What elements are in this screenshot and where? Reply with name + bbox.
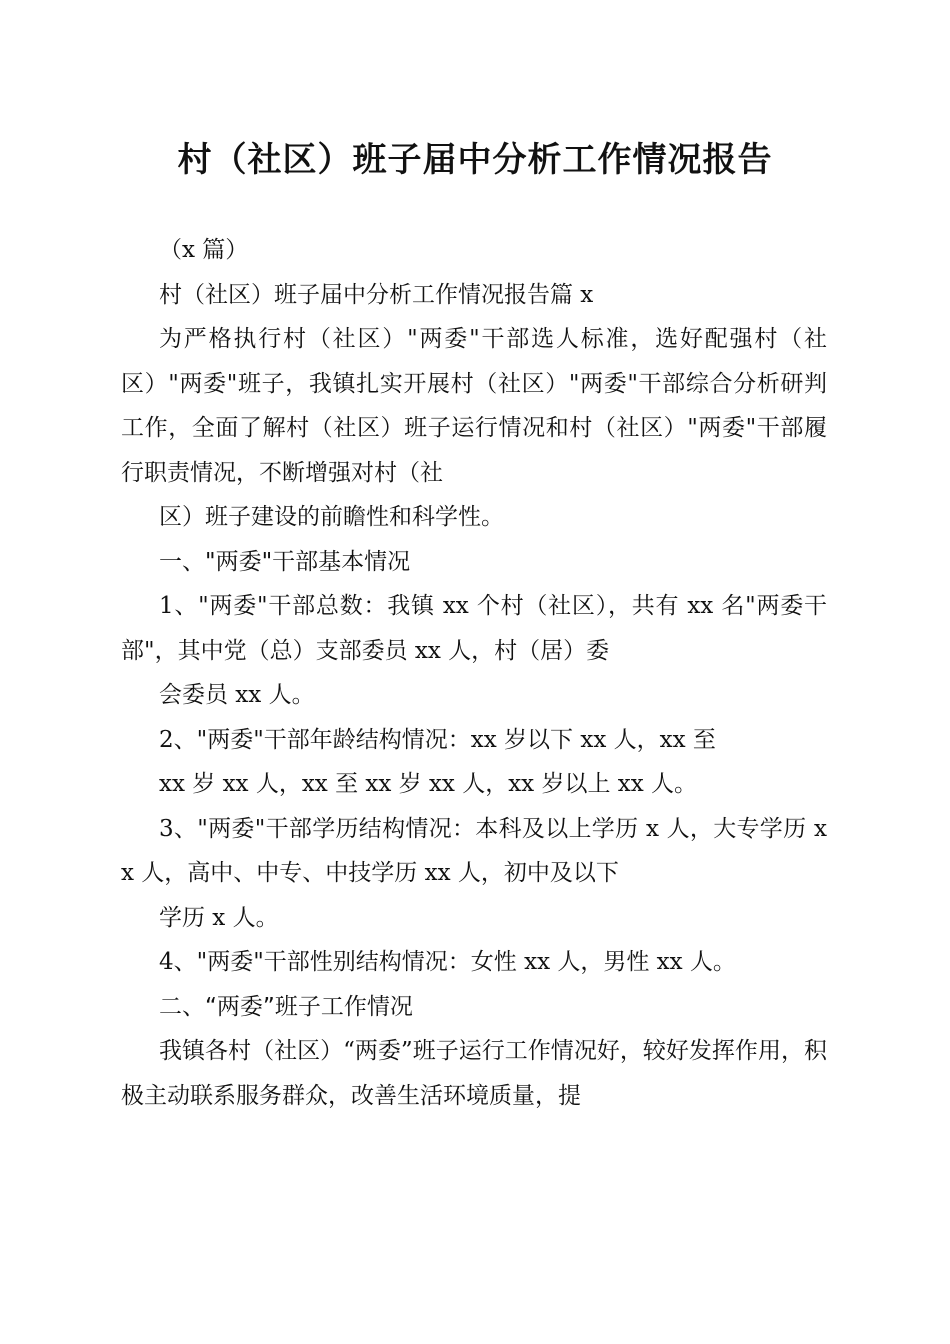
- paragraph-intro: 为严格执行村（社区）"两委"干部选人标准，选好配强村（社区）"两委"班子，我镇扎实开展村（社区）"两委"干部综合分析研判工作，全面了解村（社区）班子运行情况和村（社区）"两委"干部履行职责情况，不断增强对村（社: [121, 326, 827, 486]
- paragraph-work: 我镇各村（社区）“两委”班子运行工作情况好，较好发挥作用，积极主动联系服务群众，改善生活环境质量，提: [121, 1038, 827, 1109]
- paragraph-age: 2、"两委"干部年龄结构情况：xx 岁以下 xx 人，xx 至: [159, 726, 716, 753]
- paragraph-count: （x 篇）: [159, 237, 249, 263]
- paragraph-subtitle: 村（社区）班子届中分析工作情况报告篇 x: [159, 281, 594, 308]
- paragraph-intro-continued: 区）班子建设的前瞻性和科学性。: [159, 504, 504, 530]
- paragraph-age-continued: xx 岁 xx 人，xx 至 xx 岁 xx 人，xx 岁以上 xx 人。: [159, 771, 698, 797]
- paragraph-total: 1、"两委"干部总数：我镇 xx 个村（社区），共有 xx 名"两委干部"，其中党（总）支部委员 xx 人，村（居）委: [121, 593, 827, 664]
- document-title: 村（社区）班子届中分析工作情况报告: [177, 140, 773, 180]
- paragraph-gender: 4、"两委"干部性别结构情况：女性 xx 人，男性 xx 人。: [159, 949, 736, 975]
- paragraph-education: 3、"两委"干部学历结构情况：本科及以上学历 x 人，大专学历 xx 人，高中、中专、中技学历 xx 人，初中及以下: [121, 815, 827, 886]
- document-body: [121, 228, 827, 1118]
- paragraph-total-continued: 会委员 xx 人。: [159, 682, 315, 708]
- paragraph-education-continued: 学历 x 人。: [159, 904, 279, 931]
- section-heading-1: 一、"两委"干部基本情况: [159, 548, 411, 575]
- section-heading-2: 二、“两委”班子工作情况: [159, 993, 413, 1020]
